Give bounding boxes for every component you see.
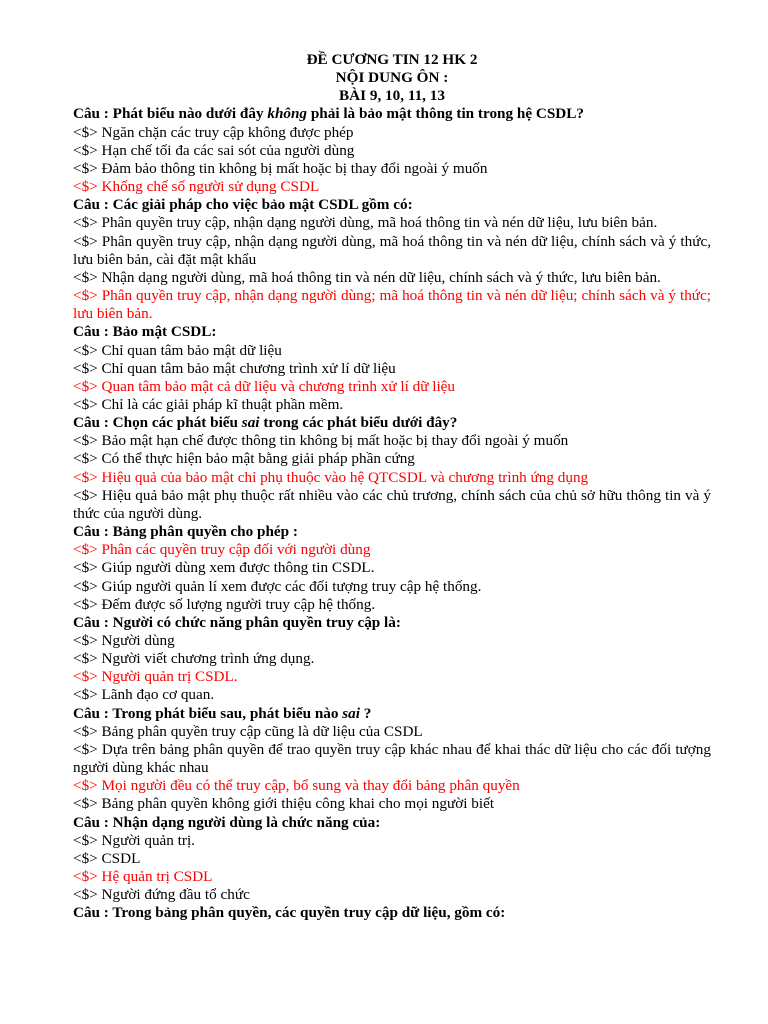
question-text: Người có chức năng phân quyền truy cập là: [112,613,401,631]
answer-option: <$> Hạn chế tối đa các sai sót của người dùng [73,141,355,159]
answer-option: <$> Đếm được số lượng người truy cập hệ thống. [73,595,376,613]
answer-option: <$> Có thể thực hiện bảo mật bằng giải pháp phần cứng [73,450,415,468]
question-heading [73,904,711,922]
answer-option: <$> Người viết chương trình ứng dụng. [73,650,315,668]
question-prefix: Câu : [73,196,113,214]
question-prefix: Câu : [73,105,113,123]
answer-option-correct: <$> Khống chế số người sử dụng CSDL [73,178,320,196]
document-title: ĐỀ CƯƠNG TIN 12 HK 2 [306,51,478,68]
question-text: Bảng phân quyền cho phép : [112,523,298,541]
answer-option: <$> Giúp người dùng xem được thông tin CSDL. [73,559,375,577]
answer-option: <$> Chỉ quan tâm bảo mật dữ liệu [73,341,282,359]
question-heading [73,814,711,832]
answer-option: <$> Ngăn chặn các truy cập không được phép [73,123,354,141]
question-list [73,105,711,922]
question-text: Nhận dạng người dùng là chức năng của: [112,813,381,831]
answer-option-correct: <$> Người quản trị CSDL. [73,668,238,686]
answer-option: <$> Hiệu quả bảo mật phụ thuộc rất nhiều vào các chủ trương, chính sách của chủ sở hữu thông tin và ý thức của người dùng. [73,486,711,522]
answer-option-correct: <$> Quan tâm bảo mật cả dữ liệu và chương trình xử lí dữ liệu [73,377,456,395]
answer-option: <$> Chỉ quan tâm bảo mật chương trình xử lí dữ liệu [73,359,396,377]
question-prefix: Câu : [73,414,113,432]
question-text: Các giải pháp cho việc bảo mật CSDL gồm có: [112,196,413,214]
question-heading [73,523,711,541]
answer-option: <$> Bảng phân quyền không giới thiệu công khai cho mọi người biết [73,795,495,813]
answer-option: <$> Người dùng [73,632,175,649]
question-heading [73,105,711,123]
question-text: Chọn các phát biểu [112,414,242,432]
question-heading [73,323,711,341]
question-text: Trong phát biểu sau, phát biểu nào [112,704,343,722]
answer-option: <$> Bảo mật hạn chế được thông tin không bị mất hoặc bị thay đổi ngoài ý muốn [73,432,569,450]
answer-option: <$> CSDL [73,849,141,867]
question-prefix: Câu : [73,323,113,341]
answer-option: <$> Nhận dạng người dùng, mã hoá thông tin và nén dữ liệu, chính sách và ý thức, lưu biên bản. [73,268,661,286]
question-emphasis: sai [342,704,360,722]
answer-option: <$> Lãnh đạo cơ quan. [73,686,215,704]
question-text-end: ? [359,704,372,722]
question-heading [73,705,711,723]
answer-option: <$> Giúp người quản lí xem được các đối tượng truy cập hệ thống. [73,577,482,595]
question-text-end: trong các phát biểu dưới đây? [259,414,458,432]
question-emphasis: không [267,105,308,123]
answer-option: <$> Phân quyền truy cập, nhận dạng người dùng, mã hoá thông tin và nén dữ liệu, chính sách và ý thức, lưu biên bản, cài đặt mật khẩu [73,232,711,268]
answer-option: <$> Dựa trên bảng phân quyền để trao quyền truy cập khác nhau để khai thác dữ liệu cho các đối tượng người dùng khác nhau [73,740,711,777]
document-lessons: BÀI 9, 10, 11, 13 [339,87,445,105]
document-subtitle: NỘI DUNG ÔN : [335,69,449,87]
question-heading [73,614,711,632]
question-prefix: Câu : [73,813,113,831]
answer-option-correct: <$> Hiệu quả của bảo mật chỉ phụ thuộc vào hệ QTCSDL và chương trình ứng dụng [73,468,589,486]
answer-option: <$> Người đứng đầu tổ chức [73,886,250,904]
question-prefix: Câu : [73,613,113,631]
question-text: Bảo mật CSDL: [112,323,217,341]
answer-option: <$> Người quản trị. [73,831,195,849]
answer-option: <$> Phân quyền truy cập, nhận dạng người dùng, mã hoá thông tin và nén dữ liệu, lưu biên bản. [73,214,658,232]
question-heading [73,414,711,432]
question-prefix: Câu : [73,704,113,722]
answer-option: <$> Đảm bảo thông tin không bị mất hoặc bị thay đổi ngoài ý muốn [73,159,488,177]
answer-option-correct: <$> Phân các quyền truy cập đối với người dùng [73,541,371,559]
answer-option: <$> Chỉ là các giải pháp kĩ thuật phần mềm. [73,395,344,413]
question-text: Phát biểu nào dưới đây [112,105,268,123]
document-page [73,51,711,923]
question-text: Trong bảng phân quyền, các quyền truy cập dữ liệu, gồm có: [112,904,506,922]
question-heading [73,196,711,214]
answer-option: <$> Bảng phân quyền truy cập cũng là dữ liệu của CSDL [73,722,423,740]
answer-option-correct: <$> Hệ quản trị CSDL [73,868,213,886]
question-prefix: Câu : [73,904,113,922]
question-text-end: phải là bảo mật thông tin trong hệ CSDL? [307,105,584,123]
answer-option-correct: <$> Phân quyền truy cập, nhận dạng người dùng; mã hoá thông tin và nén dữ liệu; chính sách và ý thức; lưu biên bản. [73,287,711,323]
question-emphasis: sai [241,414,260,432]
question-prefix: Câu : [73,523,113,541]
answer-option-correct: <$> Mọi người đều có thể truy cập, bổ sung và thay đổi bảng phân quyền [73,777,520,795]
